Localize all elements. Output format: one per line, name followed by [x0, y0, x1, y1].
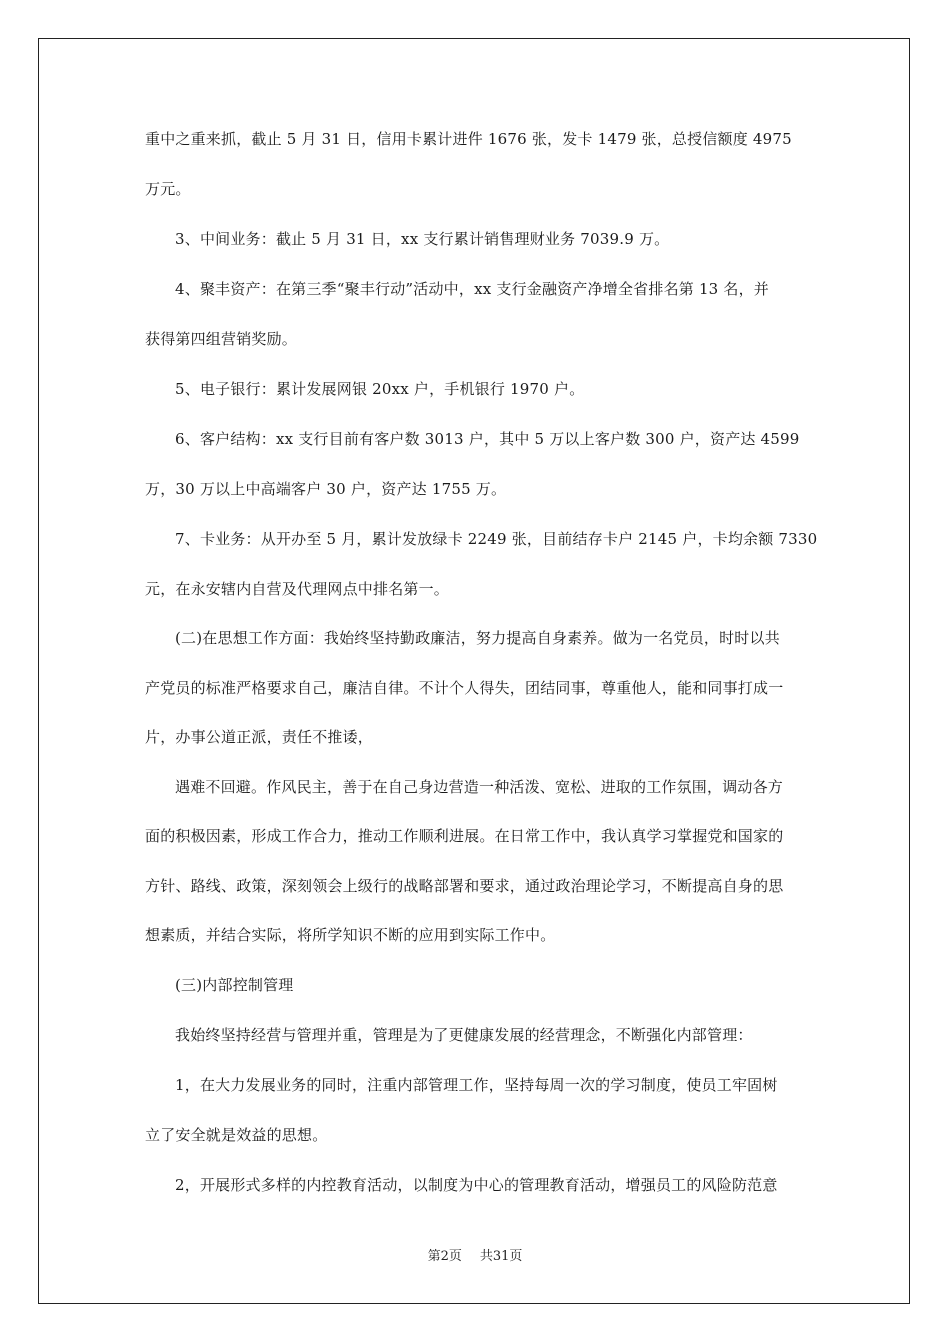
paragraph-line: 立了安全就是效益的思想。 [145, 1126, 328, 1144]
paragraph-line: 方针、路线、政策，深刻领会上级行的战略部署和要求，通过政治理论学习，不断提高自身的思 [145, 877, 784, 895]
paragraph-line: 2，开展形式多样的内控教育活动，以制度为中心的管理教育活动，增强员工的风险防范意 [175, 1176, 778, 1194]
paragraph-line: 获得第四组营销奖励。 [145, 330, 298, 348]
paragraph-line: 万，30 万以上中高端客户 30 户，资产达 1755 万。 [145, 480, 507, 498]
paragraph-line: 4、聚丰资产：在第三季“聚丰行动”活动中，xx 支行金融资产净增全省排名第 13 名，并 [175, 280, 769, 298]
paragraph-line: 5、电子银行：累计发展网银 20xx 户，手机银行 1970 户。 [175, 380, 585, 398]
paragraph-line: 想素质，并结合实际，将所学知识不断的应用到实际工作中。 [145, 926, 556, 944]
page-number: 第2页 [427, 1249, 462, 1264]
page-footer [0, 1248, 950, 1266]
paragraph-line: 元，在永安辖内自营及代理网点中排名第一。 [145, 580, 450, 598]
section-heading: (三)内部控制管理 [175, 976, 294, 994]
paragraph-line: 片，办事公道正派，责任不推诿， [145, 728, 374, 746]
paragraph-line: (二)在思想工作方面：我始终坚持勤政廉洁，努力提高自身素养。做为一名党员，时时以共 [175, 629, 780, 647]
paragraph-line: 面的积极因素，形成工作合力，推动工作顺利进展。在日常工作中，我认真学习掌握党和国家的 [145, 827, 784, 845]
paragraph-line: 我始终坚持经营与管理并重，管理是为了更健康发展的经营理念，不断强化内部管理： [175, 1026, 753, 1044]
paragraph-line: 遇难不回避。作风民主，善于在自己身边营造一种活泼、宽松、进取的工作氛围，调动各方 [175, 778, 784, 796]
paragraph-line: 6、客户结构：xx 支行目前有客户数 3013 户，其中 5 万以上客户数 300 户，资产达 4599 [175, 430, 800, 448]
paragraph-line: 万元。 [145, 180, 191, 198]
paragraph-line: 重中之重来抓，截止 5 月 31 日，信用卡累计进件 1676 张，发卡 1479 张，总授信额度 4975 [145, 130, 792, 148]
paragraph-line: 7、卡业务：从开办至 5 月，累计发放绿卡 2249 张，目前结存卡户 2145 户，卡均余额 7330 [175, 530, 818, 548]
page-border [38, 38, 910, 1304]
paragraph-line: 3、中间业务：截止 5 月 31 日，xx 支行累计销售理财业务 7039.9 万。 [175, 230, 670, 248]
paragraph-line: 1，在大力发展业务的同时，注重内部管理工作，坚持每周一次的学习制度，使员工牢固树 [175, 1076, 778, 1094]
page-total: 共31页 [479, 1249, 523, 1264]
paragraph-line: 产党员的标准严格要求自己，廉洁自律。不计个人得失，团结同事，尊重他人，能和同事打成一 [145, 679, 784, 697]
